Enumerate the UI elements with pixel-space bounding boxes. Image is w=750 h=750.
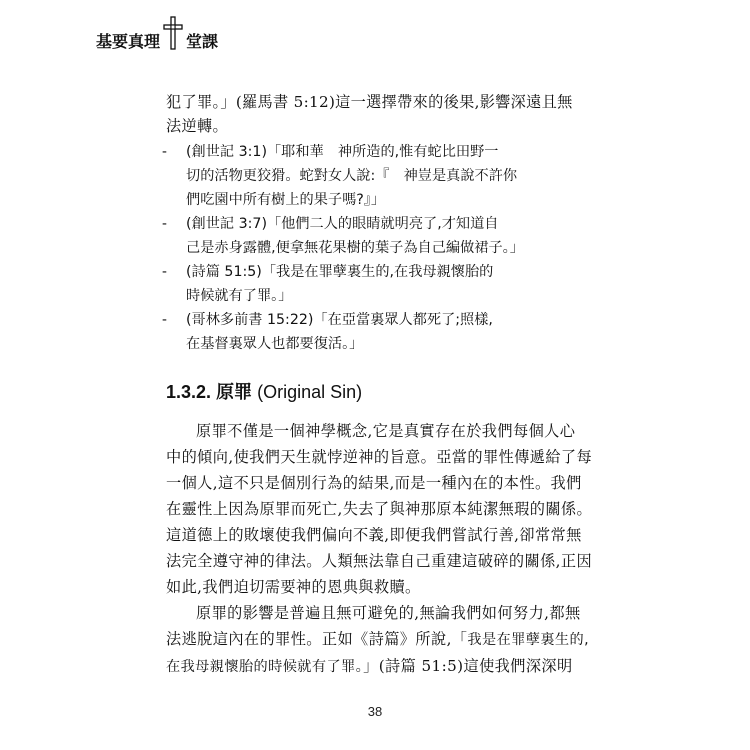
running-header xyxy=(96,18,218,52)
paragraph-2 xyxy=(166,600,590,680)
list-item xyxy=(162,308,586,356)
scripture-list xyxy=(162,140,586,356)
paragraph-line: 一個人,這不只是個別行為的結果,而是一種內在的本性。我們 xyxy=(166,474,582,492)
list-item-line: 時候就有了罪。」 xyxy=(186,288,293,304)
quoted-scripture: 在我母親懷胎的時候就有了罪。 xyxy=(166,659,364,675)
list-item-line: 己是赤身露體,便拿無花果樹的葉子為自己編做裙子。」 xyxy=(186,240,524,256)
paragraph-line: 如此,我們迫切需要神的恩典與救贖。 xyxy=(166,578,421,596)
paragraph-line: 法完全遵守神的律法。人類無法靠自己重建這破碎的關係,正因 xyxy=(166,552,593,570)
section-heading xyxy=(166,378,586,404)
dash-bullet: - xyxy=(162,143,167,160)
intro-line-2: 法逆轉。 xyxy=(166,117,228,135)
intro-line-1: 犯了罪。」(羅馬書 5:12)這一選擇帶來的後果,影響深遠且無 xyxy=(166,93,573,111)
section-number: 1.3.2. xyxy=(166,382,212,402)
list-item xyxy=(162,260,586,308)
paragraph-line: 中的傾向,使我們天生就悖逆神的旨意。亞當的罪性傳遞給了每 xyxy=(166,448,593,466)
dash-bullet: - xyxy=(162,215,167,232)
dash-bullet: - xyxy=(162,311,167,328)
list-item-line: (詩篇 51:5)「我是在罪孽裏生的,在我母親懷胎的 xyxy=(186,264,494,280)
paragraph-line xyxy=(166,626,590,653)
dash-bullet: - xyxy=(162,263,167,280)
plain-text: 」(詩篇 51:5)這使我們深深明 xyxy=(363,657,573,675)
header-title-right: 堂課 xyxy=(186,32,219,51)
paragraph-line: 原罪的影響是普遍且無可避免的,無論我們如何努力,都無 xyxy=(196,604,581,622)
list-item xyxy=(162,140,586,212)
paragraph-1 xyxy=(166,418,593,600)
list-item-line: 切的活物更狡猾。蛇對女人說:『 神豈是真說不許你 xyxy=(186,168,518,184)
paragraph-line: 這道德上的敗壞使我們偏向不義,即便我們嘗試行善,卻常常無 xyxy=(166,526,582,544)
list-item-line: (創世記 3:1)「耶和華 神所造的,惟有蛇比田野一 xyxy=(186,144,499,160)
plain-text: 法逃脫這內在的罪性。正如《詩篇》所說,「 xyxy=(166,630,468,648)
page-number: 38 xyxy=(367,704,383,719)
list-item-line: (創世記 3:7)「他們二人的眼睛就明亮了,才知道自 xyxy=(186,216,499,232)
quoted-scripture: 我是在罪孽裏生的, xyxy=(467,632,590,648)
page-body xyxy=(162,90,593,680)
list-item-line: 在基督裏眾人也都要復活。」 xyxy=(186,336,364,352)
section-title-cn: 原罪 xyxy=(216,382,253,402)
cross-icon xyxy=(162,16,184,50)
list-item-line: (哥林多前書 15:22)「在亞當裏眾人都死了;照樣, xyxy=(186,312,493,328)
list-item xyxy=(162,212,586,260)
list-item-line: 們吃園中所有樹上的果子嗎?』」 xyxy=(186,192,386,208)
paragraph-line: 在靈性上因為原罪而死亡,失去了與神那原本純潔無瑕的關係。 xyxy=(166,500,593,518)
paragraph-line xyxy=(166,653,586,680)
section-title-en: (Original Sin) xyxy=(257,382,363,402)
paragraph-line: 原罪不僅是一個神學概念,它是真實存在於我們每個人心 xyxy=(196,422,576,440)
header-title-left: 基要真理 xyxy=(96,32,161,51)
